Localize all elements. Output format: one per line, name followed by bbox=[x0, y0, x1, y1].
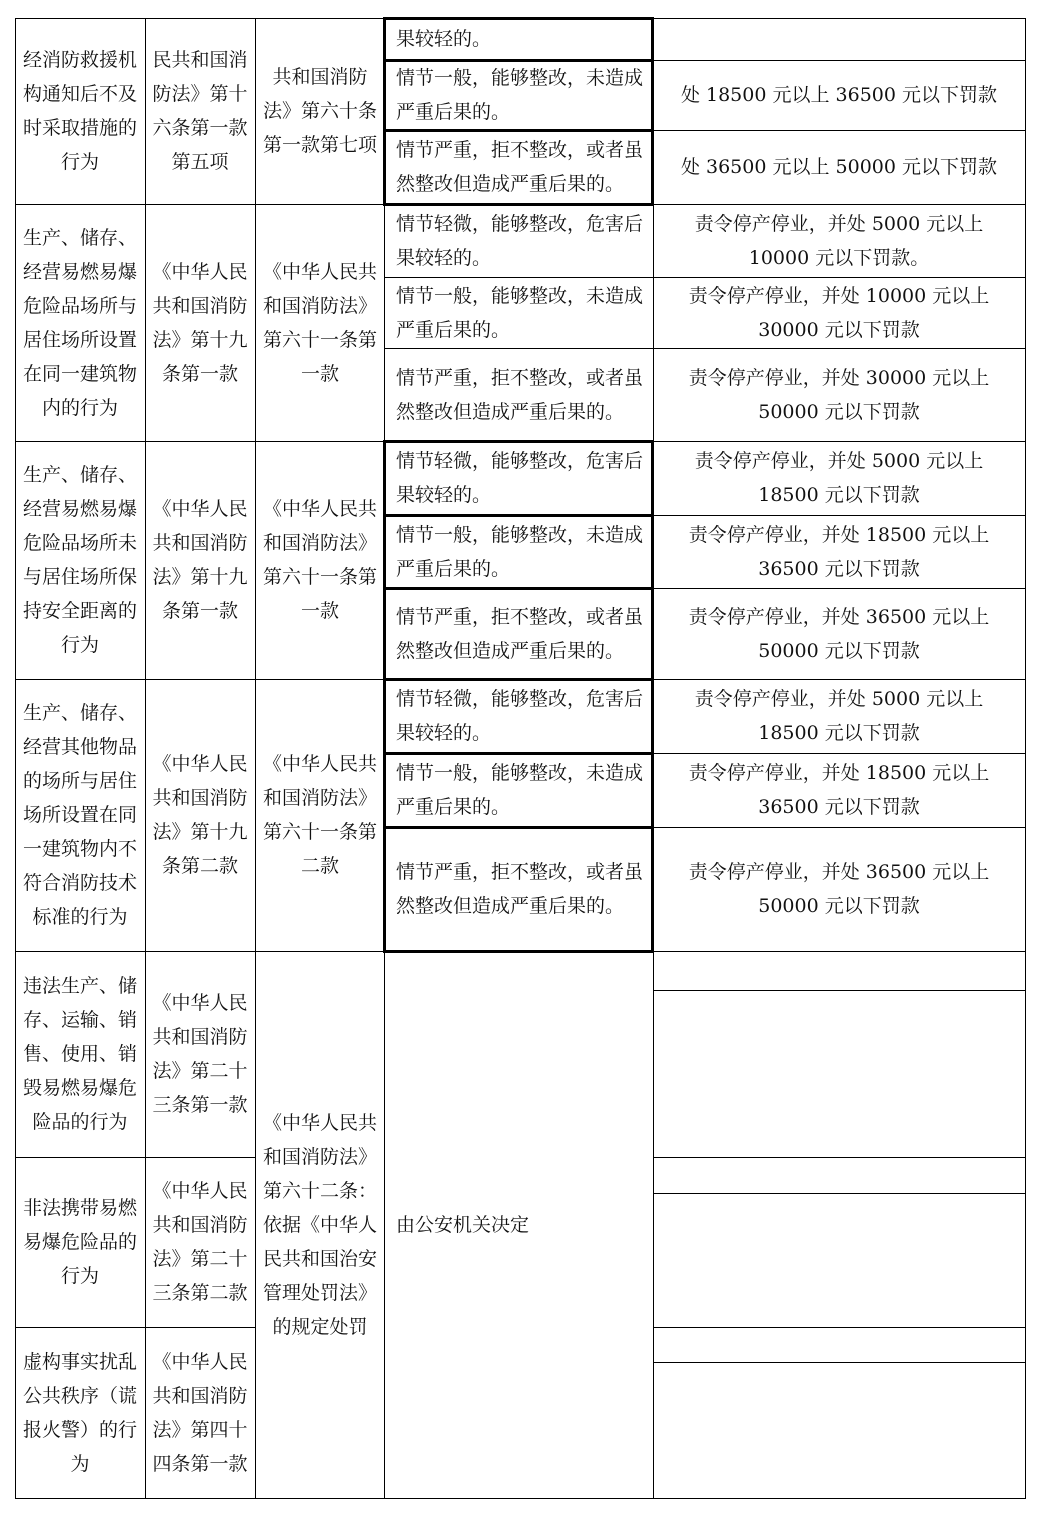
sub-row-divider bbox=[653, 1193, 1026, 1194]
circumstance-text: 情节严重，拒不整改，或者虽然整改但造成严重后果的。 bbox=[396, 139, 644, 195]
circumstance-text: 情节严重，拒不整改，或者虽然整改但造成严重后果的。 bbox=[396, 366, 644, 423]
behavior-cell bbox=[15, 951, 145, 1157]
behavior-cell bbox=[15, 1327, 145, 1498]
thick-border bbox=[383, 440, 654, 443]
table-border bbox=[15, 1498, 1026, 1499]
penalty-basis-text: 《中华人民共和国消防法》第六十一条第一款 bbox=[262, 498, 377, 622]
legal-basis-cell bbox=[145, 1327, 255, 1498]
thick-border bbox=[383, 441, 386, 679]
circumstance-cell bbox=[384, 348, 653, 441]
legal-basis-cell bbox=[145, 951, 255, 1157]
sub-row-divider bbox=[653, 1362, 1026, 1363]
penalty-cell bbox=[653, 18, 1025, 60]
circumstance-text: 情节严重，拒不整改，或者虽然整改但造成严重后果的。 bbox=[396, 605, 644, 662]
circumstance-cell bbox=[384, 515, 653, 588]
circumstance-text: 果较轻的。 bbox=[396, 28, 492, 50]
circumstance-cell bbox=[384, 753, 653, 827]
penalty-cell bbox=[653, 827, 1025, 951]
behavior-cell bbox=[15, 204, 145, 441]
penalty-cell bbox=[653, 277, 1025, 348]
legal-basis-cell bbox=[145, 679, 255, 951]
penalty-cell bbox=[653, 130, 1025, 204]
penalty-basis-text: 共和国消防法》第六十条第一款第七项 bbox=[262, 66, 377, 156]
penalty-text: 责令停产停业，并处 36500 元以上 50000 元以下罚款 bbox=[688, 605, 990, 662]
circumstance-cell bbox=[384, 277, 653, 348]
penalty-text: 责令停产停业，并处 5000 元以上 10000 元以下罚款。 bbox=[694, 212, 984, 269]
sub-row-divider bbox=[15, 1157, 255, 1158]
thick-border bbox=[383, 950, 654, 953]
circumstance-cell bbox=[384, 18, 653, 60]
penalty-cell bbox=[653, 515, 1025, 588]
thick-border bbox=[383, 679, 386, 951]
circumstance-cell bbox=[384, 204, 653, 277]
sub-row-divider bbox=[15, 1327, 255, 1328]
penalty-text: 处 36500 元以上 50000 元以下罚款 bbox=[680, 156, 998, 178]
penalty-text: 责令停产停业，并处 18500 元以上 36500 元以下罚款 bbox=[688, 762, 990, 818]
behavior-cell bbox=[15, 18, 145, 204]
circumstance-cell bbox=[384, 827, 653, 951]
behavior-text: 非法携带易燃易爆危险品的行为 bbox=[22, 1197, 137, 1287]
legal-basis-text: 《中华人民共和国消防法》第十九条第一款 bbox=[152, 260, 248, 385]
penalty-basis-text: 《中华人民共和国消防法》第六十二条：依据《中华人民共和国治安管理处罚法》的规定处罚 bbox=[262, 1111, 377, 1338]
column-divider bbox=[145, 18, 146, 1499]
penalty-basis-cell bbox=[255, 951, 385, 1498]
legal-basis-text: 民共和国消防法》第十六条第一款第五项 bbox=[152, 49, 248, 173]
penalty-basis-cell bbox=[255, 18, 385, 204]
legal-basis-cell bbox=[145, 441, 255, 679]
penalty-cell bbox=[653, 753, 1025, 827]
circumstance-cell bbox=[384, 60, 653, 130]
behavior-cell bbox=[15, 679, 145, 951]
behavior-text: 生产、储存、经营易燃易爆危险品场所与居住场所设置在同一建筑物内的行为 bbox=[22, 226, 137, 419]
behavior-cell bbox=[15, 1157, 145, 1327]
behavior-text: 生产、储存、经营其他物品的场所与居住场所设置在同一建筑物内不符合消防技术标准的行为 bbox=[22, 702, 137, 928]
penalty-basis-cell bbox=[255, 204, 385, 441]
penalty-basis-cell bbox=[255, 441, 385, 679]
circumstance-text: 情节轻微，能够整改，危害后果较轻的。 bbox=[396, 688, 644, 744]
penalty-cell bbox=[653, 348, 1025, 441]
sub-row-divider bbox=[653, 1157, 1026, 1158]
legal-basis-cell bbox=[145, 1157, 255, 1327]
legal-basis-text: 《中华人民共和国消防法》第二十三条第二款 bbox=[152, 1180, 248, 1304]
thick-border bbox=[383, 129, 654, 132]
decision-text: 由公安机关决定 bbox=[396, 1213, 530, 1236]
penalty-text: 责令停产停业，并处 5000 元以上 18500 元以下罚款 bbox=[694, 688, 984, 744]
penalty-cell bbox=[653, 204, 1025, 277]
sub-row-divider bbox=[384, 277, 1026, 278]
behavior-cell bbox=[15, 441, 145, 679]
thick-border bbox=[651, 679, 654, 951]
thick-border bbox=[651, 441, 654, 679]
circumstance-text: 情节严重，拒不整改，或者虽然整改但造成严重后果的。 bbox=[396, 861, 644, 917]
penalty-text: 处 18500 元以上 36500 元以下罚款 bbox=[680, 84, 998, 106]
legal-basis-text: 《中华人民共和国消防法》第十九条第一款 bbox=[152, 498, 248, 622]
circumstance-text: 情节一般，能够整改，未造成严重后果的。 bbox=[396, 284, 644, 341]
decision-cell bbox=[384, 951, 653, 1498]
penalty-text: 责令停产停业，并处 5000 元以上 18500 元以下罚款 bbox=[694, 450, 984, 506]
sub-row-divider bbox=[384, 348, 1026, 349]
thick-border bbox=[651, 18, 654, 204]
penalty-text: 责令停产停业，并处 36500 元以上 50000 元以下罚款 bbox=[688, 861, 990, 917]
legal-basis-text: 《中华人民共和国消防法》第二十三条第一款 bbox=[152, 992, 248, 1116]
penalty-cell bbox=[653, 441, 1025, 515]
behavior-text: 经消防救援机构通知后不及时采取措施的行为 bbox=[22, 49, 137, 173]
thick-border bbox=[383, 826, 654, 829]
thick-border bbox=[383, 514, 654, 517]
penalty-basis-cell bbox=[255, 679, 385, 951]
penalty-text: 责令停产停业，并处 10000 元以上 30000 元以下罚款 bbox=[688, 284, 990, 341]
legal-basis-cell bbox=[145, 204, 255, 441]
circumstance-cell bbox=[384, 588, 653, 679]
legal-basis-cell bbox=[145, 18, 255, 204]
penalty-cell bbox=[653, 60, 1025, 130]
penalty-text: 责令停产停业，并处 30000 元以上 50000 元以下罚款 bbox=[688, 366, 990, 423]
thick-border bbox=[383, 17, 654, 20]
table-border bbox=[1025, 18, 1026, 1499]
column-divider bbox=[255, 18, 256, 1499]
thick-border bbox=[383, 678, 654, 681]
sub-row-divider bbox=[653, 1327, 1026, 1328]
circumstance-cell bbox=[384, 130, 653, 204]
penalty-text: 责令停产停业，并处 18500 元以上 36500 元以下罚款 bbox=[688, 523, 990, 580]
penalty-basis-text: 《中华人民共和国消防法》第六十一条第一款 bbox=[262, 260, 377, 385]
thick-border bbox=[383, 752, 654, 755]
sub-row-divider bbox=[653, 990, 1026, 991]
circumstance-text: 情节轻微，能够整改，危害后果较轻的。 bbox=[396, 450, 644, 506]
penalty-cell bbox=[653, 588, 1025, 679]
circumstance-text: 情节轻微，能够整改，危害后果较轻的。 bbox=[396, 212, 644, 269]
penalty-basis-text: 《中华人民共和国消防法》第六十一条第二款 bbox=[262, 753, 377, 877]
behavior-text: 虚构事实扰乱公共秩序（谎报火警）的行为 bbox=[22, 1350, 137, 1475]
table-border bbox=[15, 18, 16, 1499]
thick-border bbox=[383, 203, 654, 206]
behavior-text: 违法生产、储存、运输、销售、使用、销毁易燃易爆危险品的行为 bbox=[22, 975, 137, 1133]
legal-basis-text: 《中华人民共和国消防法》第十九条第二款 bbox=[152, 753, 248, 877]
thick-border bbox=[383, 59, 654, 62]
circumstance-text: 情节一般，能够整改，未造成严重后果的。 bbox=[396, 523, 644, 580]
circumstance-cell bbox=[384, 441, 653, 515]
circumstance-text: 情节一般，能够整改，未造成严重后果的。 bbox=[396, 67, 644, 123]
thick-border bbox=[383, 587, 654, 590]
circumstance-text: 情节一般，能够整改，未造成严重后果的。 bbox=[396, 762, 644, 818]
legal-basis-text: 《中华人民共和国消防法》第四十四条第一款 bbox=[152, 1350, 248, 1475]
behavior-text: 生产、储存、经营易燃易爆危险品场所未与居住场所保持安全距离的行为 bbox=[22, 464, 137, 656]
penalty-cell bbox=[653, 679, 1025, 753]
thick-border bbox=[383, 18, 386, 204]
circumstance-cell bbox=[384, 679, 653, 753]
